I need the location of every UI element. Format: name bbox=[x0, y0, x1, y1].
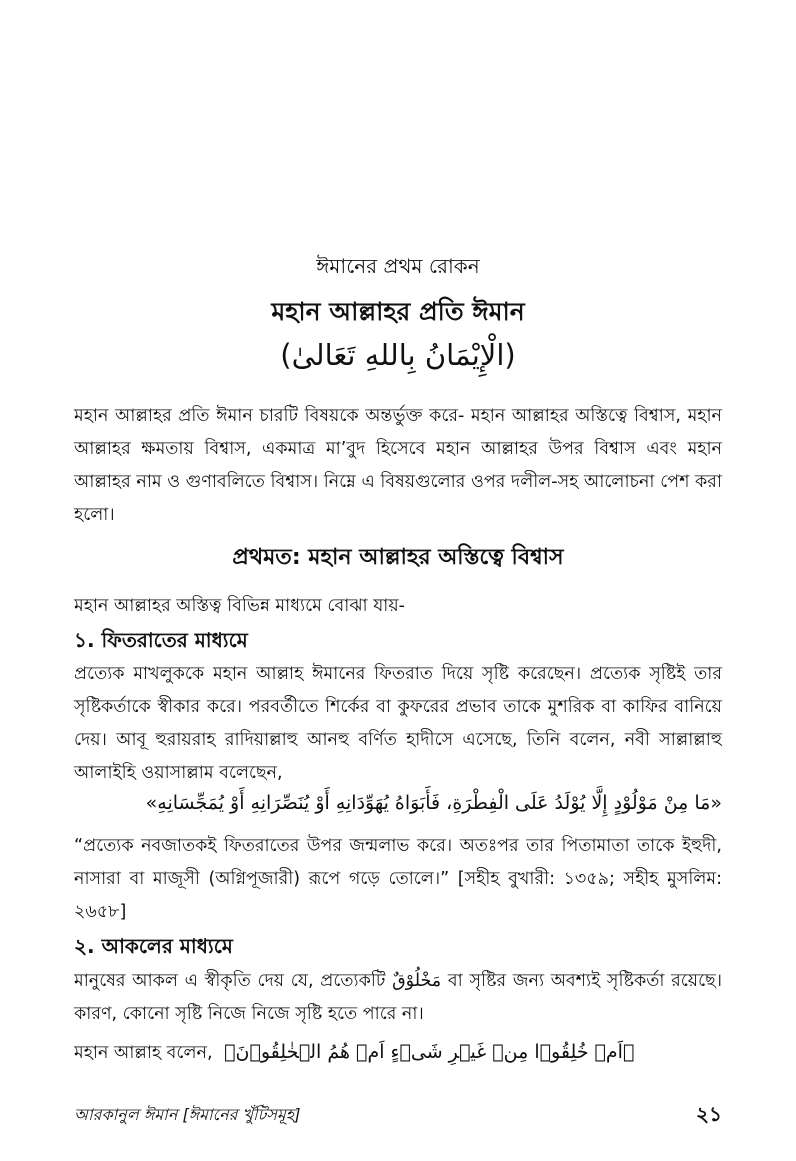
point2-title: ২. আকলের মাধ্যমে bbox=[74, 934, 233, 958]
hadith-translation: “প্রত্যেক নবজাতকই ফিতরাতের উপর জন্মলাভ করে। অতঃপর তার পিতামাতা তাকে ইহুদী, নাসারা বা মাজূসী (অগ্নিপূজারী) রূপে গড়ে তোলে।” [সহীহ বুখারী: ১৩৫৯; সহীহ মুসলিম: ২৬৫৮] bbox=[74, 836, 722, 922]
page-number: ২১ bbox=[696, 1102, 722, 1126]
book-title: আরকানুল ঈমান [ঈমানের খুঁটিসমূহ] bbox=[74, 1105, 301, 1124]
point1-body: প্রত্যেক মাখলুককে মহান আল্লাহ ঈমানের ফিতরাত দিয়ে সৃষ্টি করেছেন। প্রত্যেক সৃষ্টিই তার সৃষ্টিকর্তাকে স্বীকার করে। পরবর্তীতে শির্কের বা কুফরের প্রভাব তাকে মুশরিক বা কাফির বানিয়ে দেয়। আবূ হুরায়রাহ রাদিয়াল্লাহু আনহু বর্ণিত হাদীসে এসেছে, তিনি বলেন, নবী সাল্লাল্লাহু আলাইহি ওয়াসাল্লাম বলেছেন, bbox=[74, 664, 722, 783]
point2-body: মানুষের আকল এ স্বীকৃতি দেয় যে, প্রত্যেকটি مَخْلُوْقٌ বা সৃষ্টির জন্য অবশ্যই সৃষ্টিকর্তা রয়েছে। কারণ, কোনো সৃষ্টি নিজে নিজে সৃষ্টি হতে পারে না। bbox=[74, 971, 722, 1024]
intro-paragraph: মহান আল্লাহর প্রতি ঈমান চারটি বিষয়কে অন্তর্ভুক্ত করে- মহান আল্লাহর অস্তিত্বে বিশ্বাস, মহান আল্লাহর ক্ষমতায় বিশ্বাস, একমাত্র মা’বুদ হিসেবে মহান আল্লাহর উপর বিশ্বাস এবং মহান আল্লাহর নাম ও গুণাবলিতে বিশ্বাস। নিম্নে এ বিষয়গুলোর ওপর দলীল-সহ আলোচনা পেশ করা হলো। bbox=[74, 406, 722, 525]
arabic-title: (الْإِيْمَانُ بِاللهِ تَعَالىٰ) bbox=[280, 338, 516, 372]
point1-title: ১. ফিতরাতের মাধ্যমে bbox=[74, 628, 248, 652]
quran-quote bbox=[74, 1040, 722, 1069]
page-footer bbox=[74, 1102, 722, 1129]
quote-arabic: ﴿اَمۡ خُلِقُوۡا مِنۡ غَيۡرِ شَىۡءٍ اَمۡ هُمُ الۡخٰلِقُوۡنَ﴾ bbox=[224, 1041, 635, 1063]
page-title: মহান আল্লাহর প্রতি ঈমান bbox=[271, 297, 525, 326]
quote-lead: মহান আল্লাহ বলেন, bbox=[74, 1043, 213, 1063]
arabic-hadith: «مَا مِنْ مَوْلُوْدٍ إِلَّا يُوْلَدُ عَلَى الْفِطْرَةِ، فَأَبَوَاهُ يُهَوِّدَانِهِ أَوْ يُنَصِّرَانِهِ أَوْ يُمَجِّسَانِهِ» bbox=[145, 792, 722, 814]
section-title: প্রথমত: মহান আল্লাহর অস্তিত্বে বিশ্বাস bbox=[232, 545, 564, 570]
rukn-label: ঈমানের প্রথম রোকন bbox=[316, 254, 480, 278]
section-lead: মহান আল্লাহর অস্তিত্ব বিভিন্ন মাধ্যমে বোঝা যায়- bbox=[74, 596, 405, 616]
